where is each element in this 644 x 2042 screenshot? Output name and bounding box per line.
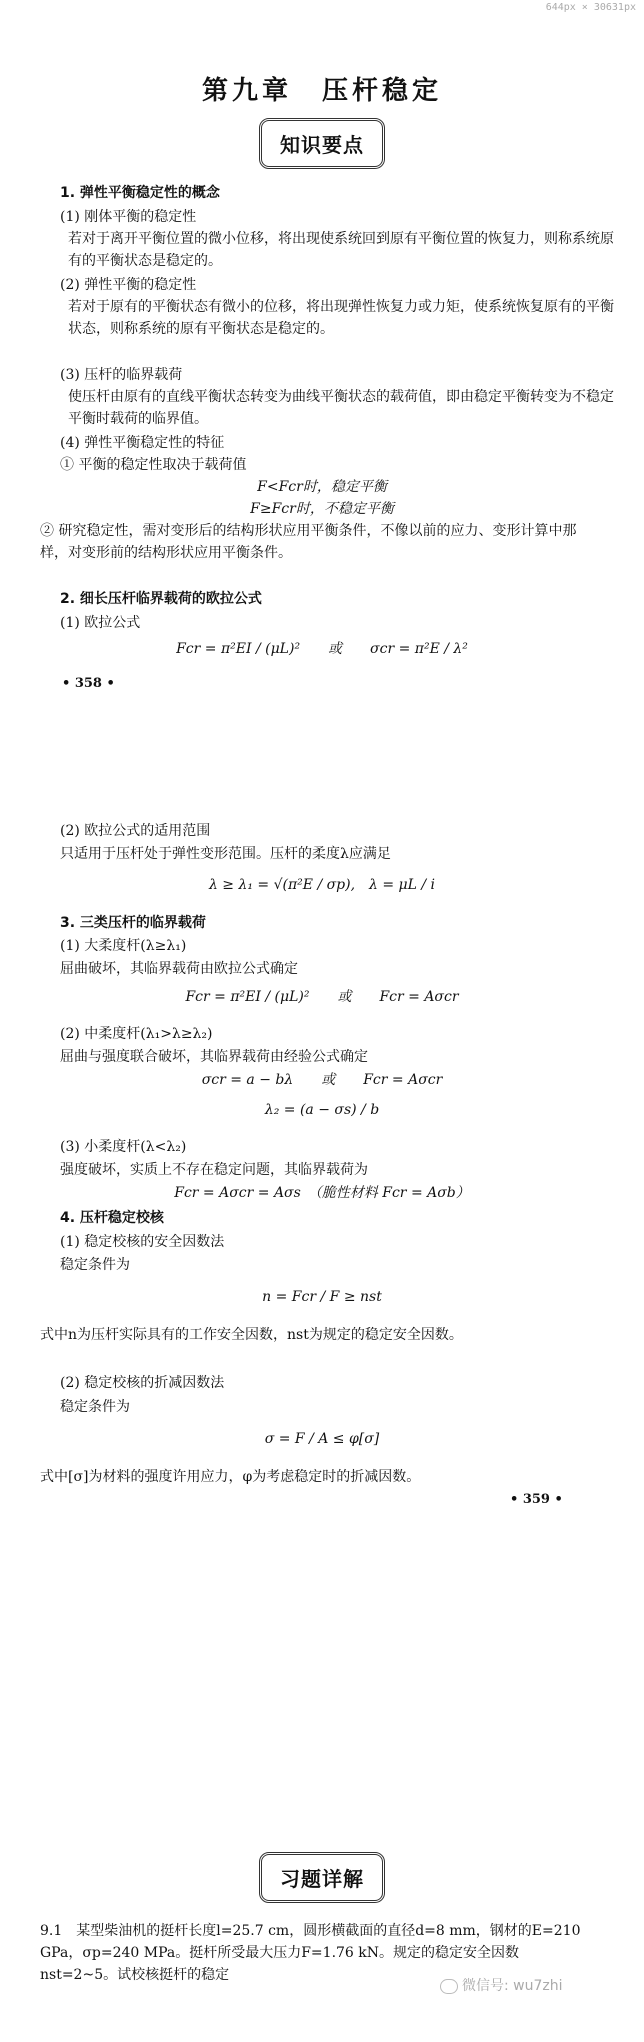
paragraph: 若对于离开平衡位置的微小位移，将出现使系统回到原有平衡位置的恢复力，则称系统原有的平衡状态是稳定的。 [68,231,614,269]
subheading-1-2: (2) 弹性平衡的稳定性 [60,277,197,293]
subheading-3-3: (3) 小柔度杆(λ<λ₂) [60,1139,187,1155]
section-header-knowledge [0,118,644,169]
paragraph: ② 研究稳定性，需对变形后的结构形状应用平衡条件，不像以前的应力、变形计算中那样，对变形前的结构形状应用平衡条件。 [40,523,577,561]
subheading-3-1: (1) 大柔度杆(λ≥λ₁) [60,938,187,954]
formula: F<Fcr时，稳定平衡 [257,479,387,495]
paragraph: 只适用于压杆处于弹性变形范围。压杆的柔度λ应满足 [60,846,391,862]
heading-3: 3. 三类压杆的临界载荷 [60,915,206,931]
formula: Fcr = π²EI / (μL)² 或 Fcr = Aσcr [185,989,459,1005]
paragraph: 式中n为压杆实际具有的工作安全因数，nst为规定的稳定安全因数。 [40,1327,463,1343]
section-header-exercises-label: 习题详解 [259,1852,385,1903]
formula: λ₂ = (a − σs) / b [264,1102,380,1118]
subheading-2-2: (2) 欧拉公式的适用范围 [60,823,211,839]
formula: σ = F / A ≤ φ[σ] [264,1431,380,1447]
formula: F≥Fcr时，不稳定平衡 [250,501,394,517]
heading-1: 1. 弹性平衡稳定性的概念 [60,185,220,201]
formula-slenderness: λ ≥ λ₁ = √(π²E / σp), λ = μL / i [208,877,436,893]
formula: n = Fcr / F ≥ nst [262,1289,382,1305]
page-number: • 359 • [510,1492,563,1507]
formula: Fcr = Aσcr = Aσs （脆性材料 Fcr = Aσb） [174,1185,470,1201]
wechat-watermark [440,1975,563,1995]
page-number: • 358 • [62,676,115,691]
formula-euler: Fcr = π²EI / (μL)² 或 σcr = π²E / λ² [176,641,468,657]
subheading-4-2: (2) 稳定校核的折减因数法 [60,1375,225,1391]
subheading-2-1: (1) 欧拉公式 [60,615,141,631]
paragraph: 屈曲与强度联合破坏，其临界载荷由经验公式确定 [60,1049,368,1065]
formula: σcr = a − bλ 或 Fcr = Aσcr [201,1072,443,1088]
paragraph: 强度破坏，实质上不存在稳定问题，其临界载荷为 [60,1162,368,1178]
paragraph: 若对于原有的平衡状态有微小的位移，将出现弹性恢复力或力矩，使系统恢复原有的平衡状态，则称系统的原有平衡状态是稳定的。 [68,299,614,337]
heading-4: 4. 压杆稳定校核 [60,1210,164,1226]
image-size-label: 644px × 30631px [545,2,636,13]
paragraph: 式中[σ]为材料的强度许用应力，φ为考虑稳定时的折减因数。 [40,1469,421,1485]
subheading-1-4: (4) 弹性平衡稳定性的特征 [60,435,225,451]
watermark-text: 微信号: wu7zhi [462,1978,563,1994]
section-header-exercises [0,1852,644,1903]
subheading-1-1: (1) 刚体平衡的稳定性 [60,209,197,225]
subheading-3-2: (2) 中柔度杆(λ₁>λ≥λ₂) [60,1026,213,1042]
subheading-4-1: (1) 稳定校核的安全因数法 [60,1234,225,1250]
paragraph: 屈曲破坏，其临界载荷由欧拉公式确定 [60,961,298,977]
chapter-title: 第九章 压杆稳定 [201,76,442,106]
subheading-1-3: (3) 压杆的临界载荷 [60,367,183,383]
heading-2: 2. 细长压杆临界载荷的欧拉公式 [60,591,262,607]
wechat-icon [440,1979,458,1994]
exercise-9-1: 9.1 某型柴油机的挺杆长度l=25.7 cm，圆形横截面的直径d=8 mm，钢材的E=210 GPa，σp=240 MPa。挺杆所受最大压力F=1.76 kN。规定的稳定安全因数nst=2~5。试校核挺杆的稳定 [40,1923,581,1983]
paragraph: 使压杆由原有的直线平衡状态转变为曲线平衡状态的载荷值，即由稳定平衡转变为不稳定平衡时载荷的临界值。 [68,389,614,427]
paragraph: 稳定条件为 [60,1399,130,1415]
section-header-knowledge-label: 知识要点 [259,118,385,169]
paragraph: 稳定条件为 [60,1257,130,1273]
list-item: ① 平衡的稳定性取决于载荷值 [60,457,247,473]
